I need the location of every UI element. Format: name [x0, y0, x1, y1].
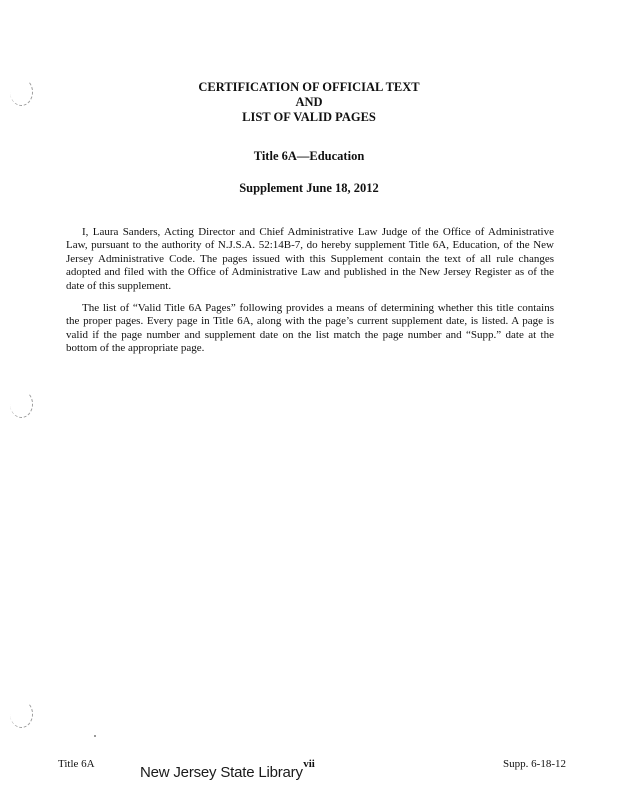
body-paragraph-1: I, Laura Sanders, Acting Director and Chief Administrative Law Judge of the Office of Administrative Law, pursuant to the authority of N.J.S.A. 52:14B-7, do hereby supplement Title 6A, Education, of the New Jersey Administrative Code. The pages issued with this Supplement contain the text of all rule changes adopted and filed with the Office of Administrative Law and published in the New Jersey Register as of the date of this supplement. — [66, 226, 554, 292]
certification-heading — [0, 80, 618, 125]
certification-body — [66, 226, 554, 365]
heading-line-3: LIST OF VALID PAGES — [242, 110, 376, 124]
heading-line-2: AND — [295, 95, 323, 109]
heading-line-1: CERTIFICATION OF OFFICIAL TEXT — [198, 80, 420, 94]
footer-title: Title 6A — [58, 758, 95, 770]
title-heading: Title 6A—Education — [253, 149, 365, 163]
punch-hole-mark — [10, 390, 33, 418]
supplement-date-heading: Supplement June 18, 2012 — [239, 181, 379, 195]
margin-mark — [94, 735, 96, 737]
body-paragraph-2: The list of “Valid Title 6A Pages” following provides a means of determining whether this title contains the proper pages. Every page in Title 6A, along with the page’s current supplement date, is listed. A page is valid if the page number and supplement date on the list match the page number and “Supp.” date at the bottom of the appropriate page. — [66, 302, 554, 355]
library-stamp: New Jersey State Library — [140, 764, 303, 781]
punch-hole-mark — [10, 700, 33, 728]
footer-page-number: vii — [303, 758, 315, 770]
footer-supplement-date: Supp. 6-18-12 — [503, 758, 566, 770]
